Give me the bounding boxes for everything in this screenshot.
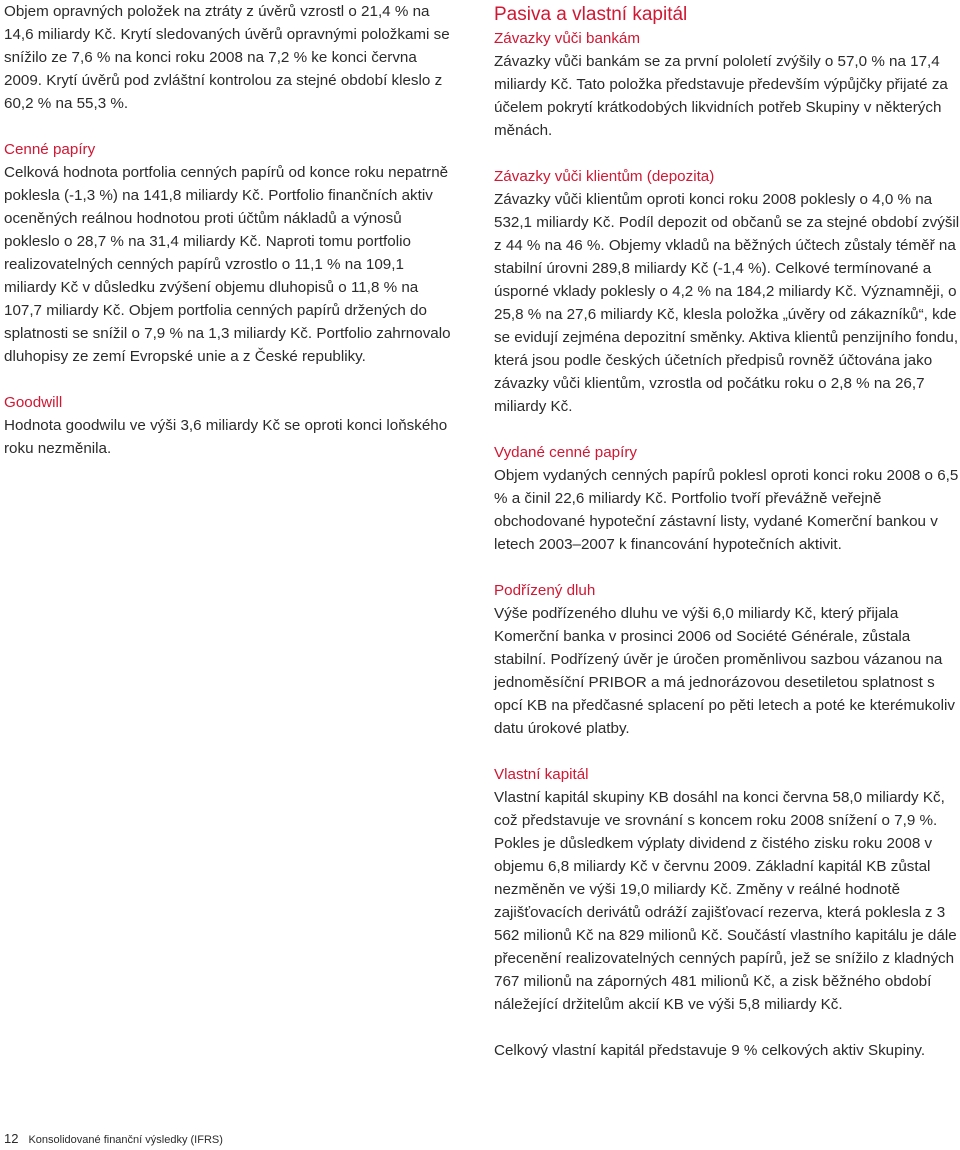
right-column (494, 0, 960, 1062)
securities-paragraph: Celková hodnota portfolia cenných papírů od konce roku nepatrně poklesla (-1,3 %) na 141,8 miliardy Kč. Portfolio finančních aktiv oceněných reálnou hodnotou proti účtům nákladů a výnosů pokleslo o 28,7 % na 31,4 miliardy Kč. Naproti tomu portfolio realizovatelných cenných papírů vzrostlo o 11,1 % na 109,1 miliardy Kč v důsledku zvýšení objemu dluhopisů o 11,8 % na 107,7 miliardy Kč. Objem portfolia cenných papírů držených do splatnosti se snížil o 7,9 % na 1,3 miliardy Kč. Portfolio zahrnovalo dluhopisy ze zemí Evropské unie a z České republiky. (4, 164, 451, 365)
bank-liabilities-heading: Závazky vůči bankám (494, 30, 641, 47)
footer-section-title: Konsolidované finanční výsledky (IFRS) (28, 1134, 223, 1146)
securities-heading: Cenné papíry (4, 141, 96, 158)
loan-provisions-paragraph: Objem opravných položek na ztráty z úvěrů vzrostl o 21,4 % na 14,6 miliardy Kč. Krytí sledovaných úvěrů opravnými položkami se snížilo ze 7,6 % na konci roku 2008 na 7,2 % ke konci června 2009. Krytí úvěrů pod zvláštní kontrolou za stejné období kleslo z 60,2 % na 55,3 %. (4, 3, 450, 112)
equity-paragraph: Vlastní kapitál skupiny KB dosáhl na konci června 58,0 miliardy Kč, což představuje ve srovnání s koncem roku 2008 snížení o 7,9 %. Pokles je důsledkem výplaty dividend z čistého zisku roku 2008 v objemu 6,8 miliardy Kč v červnu 2009. Základní kapitál KB zůstal nezměněn ve výši 19,0 miliardy Kč. Změny v reálné hodnotě zajišťovacích derivátů odráží zajišťovací rezerva, která poklesla z 3 562 milionů Kč na 829 milionů Kč. Součástí vlastního kapitálu je dále přecenění realizovatelných cenných papírů, jež se snížilo z kladných 767 milionů na záporných 481 milionů Kč, a zisk běžného období náležející držitelům akcií KB ve výši 5,8 miliardy Kč. (494, 789, 957, 1013)
total-equity-paragraph: Celkový vlastní kapitál představuje 9 % celkových aktiv Skupiny. (494, 1042, 926, 1059)
liabilities-title: Pasiva a vlastní kapitál (494, 4, 688, 25)
left-column (4, 0, 456, 460)
issued-securities-heading: Vydané cenné papíry (494, 444, 637, 461)
goodwill-heading: Goodwill (4, 394, 63, 411)
page-number: 12 (4, 1131, 19, 1146)
client-liabilities-paragraph: Závazky vůči klientům oproti konci roku 2008 poklesly o 4,0 % na 532,1 miliardy Kč. Podíl depozit od občanů se za stejné období zvýšil z 44 % na 46 %. Objemy vkladů na běžných účtech zůstaly téměř na stabilní úrovni 289,8 miliardy Kč (-1,4 %). Celkové termínované a úsporné vklady poklesly o 4,2 % na 184,2 miliardy Kč. Významněji, o 25,8 % na 27,6 miliardy Kč, klesla položka „úvěry od zákazníků“, kde se evidují zejména depozitní směnky. Aktiva klientů penzijního fondu, která jsou podle českých účetních předpisů rovněž účtována jako závazky vůči klientům, vzrostla od počátku roku o 2,8 % na 26,7 miliardy Kč. (494, 191, 960, 415)
equity-heading: Vlastní kapitál (494, 766, 589, 783)
subordinated-debt-paragraph: Výše podřízeného dluhu ve výši 6,0 miliardy Kč, který přijala Komerční banka v prosinci 2006 od Société Générale, zůstala stabilní. Podřízený úvěr je úročen proměnlivou sazbou vázanou na jednoměsíční PRIBOR a má jednorázovou desetiletou splatnost s opcí KB na předčasné splacení po pěti letech a poté ke kterémukoliv datu úrokové platby. (494, 605, 955, 737)
client-liabilities-heading: Závazky vůči klientům (depozita) (494, 168, 715, 185)
subordinated-debt-heading: Podřízený dluh (494, 582, 596, 599)
issued-securities-paragraph: Objem vydaných cenných papírů poklesl oproti konci roku 2008 o 6,5 % a činil 22,6 miliardy Kč. Portfolio tvoří převážně veřejně obchodované hypoteční zástavní listy, vydané Komerční bankou v letech 2003–2007 k financování hypotečních aktivit. (494, 467, 959, 553)
page-footer (4, 1132, 223, 1147)
goodwill-paragraph: Hodnota goodwilu ve výši 3,6 miliardy Kč se oproti konci loňského roku nezměnila. (4, 417, 448, 457)
bank-liabilities-paragraph: Závazky vůči bankám se za první pololetí zvýšily o 57,0 % na 17,4 miliardy Kč. Tato položka představuje především výpůjčky přijaté za účelem pokrytí krátkodobých likvidních potřeb Skupiny v některých měnách. (494, 53, 948, 139)
